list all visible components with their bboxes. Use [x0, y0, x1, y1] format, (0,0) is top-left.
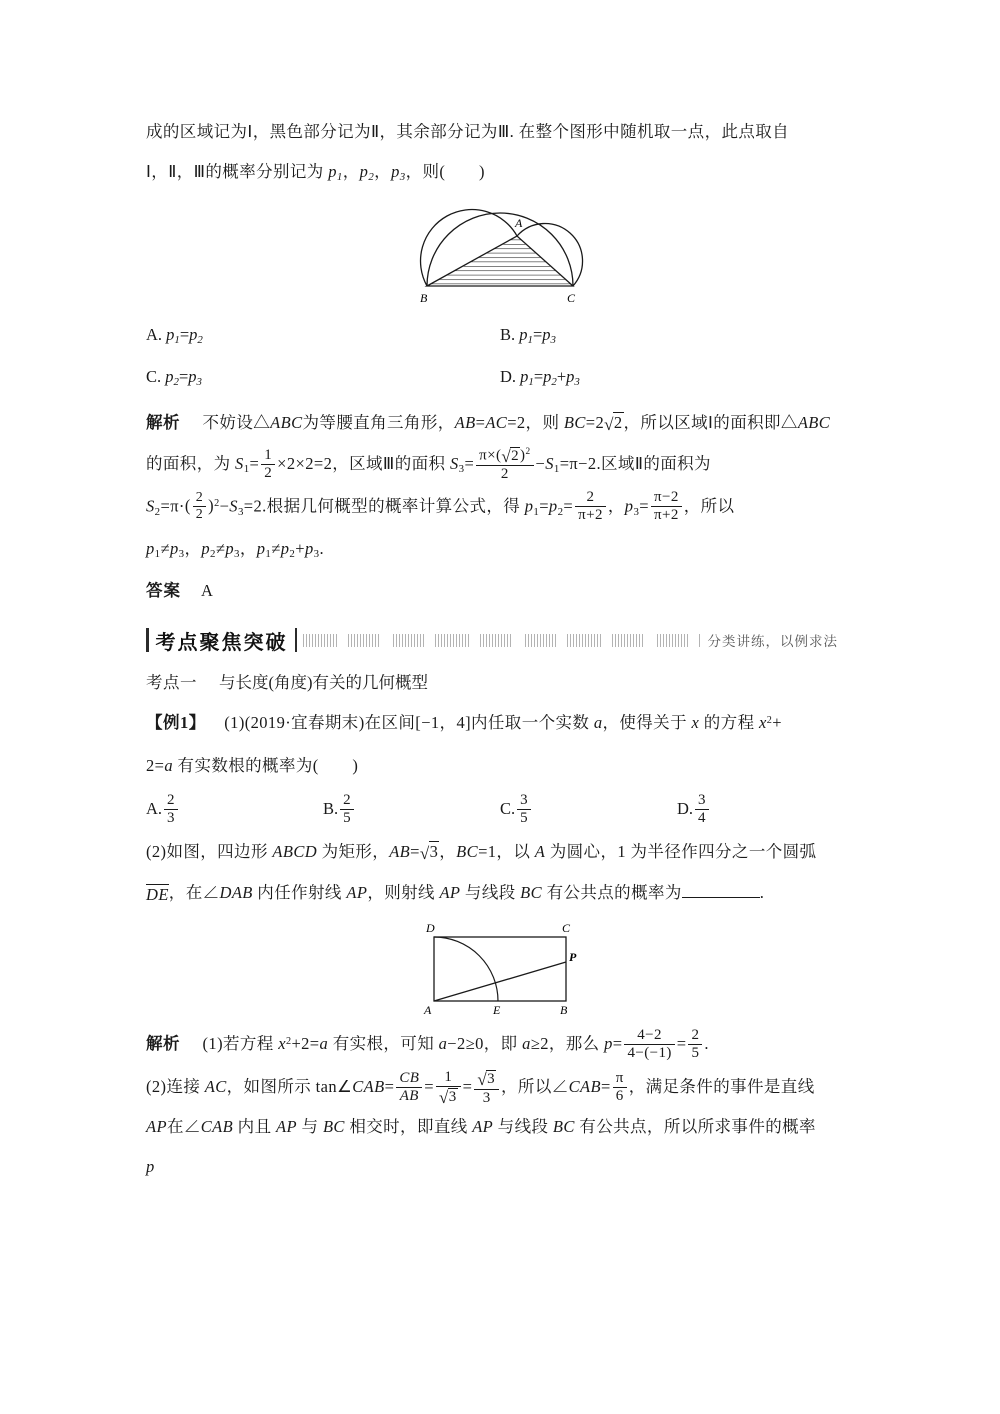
option-d[interactable]: D. $p_1=p_2+p_3$ — [500, 367, 580, 389]
figure-rect-label-e: E — [493, 1003, 501, 1018]
solution-1-label: 解析 — [146, 413, 180, 432]
kaodian-1-title: 与长度(角度)有关的几何概型 — [219, 673, 428, 693]
example-1-option-d[interactable] — [677, 786, 854, 832]
arc-de-notation: DE — [146, 884, 169, 904]
figure-lune-label-b: B — [420, 291, 428, 305]
roman-numeral-1-b: Ⅰ — [146, 162, 152, 181]
roman-numeral-2-b: Ⅱ — [168, 162, 177, 181]
roman-numeral-3-b: Ⅲ — [193, 162, 206, 181]
example-1-line-2: 2=a 有实数根的概率为( ) — [146, 756, 359, 776]
solution-1-line-1: 解析 不妨设△ABC为等腰直角三角形，AB=AC=2，则 BC=2√2，所以区域Ⅰ的面积即△ABC — [146, 413, 831, 435]
example-1-option-d-num: 3 — [698, 792, 706, 809]
kaodian-1-heading — [146, 663, 854, 703]
banner-title: 考点聚焦突破 — [155, 629, 288, 654]
solution-2-line-3: AP在∠CAB 内且 AP 与 BC 相交时，即直线 AP 与线段 BC 有公共点，所以所求事件的概率 — [146, 1117, 816, 1137]
solution-2-line-1: 解析 (1)若方程 $x^2+2=a$ 有实根，可知 a−2≥0，即 a≥2，那么 p= $\frac{4-2}{4-(-1)}$ = $\frac{2}{5}$ . — [146, 1027, 709, 1062]
example-1-option-a-num: 2 — [167, 792, 175, 809]
var-p2: $p_2$ — [359, 162, 375, 184]
example-1-option-c-num: 3 — [520, 792, 528, 809]
solution-2-line-2: (2)连接 AC，如图所示 tan∠CAB= $\frac{CB}{AB}$ = $\frac{1}{√3}$ = $\frac{√3}{3}$ ，所以∠CAB= $\frac{\pi}{6}$ ，满足条件的事件是直线 — [146, 1068, 815, 1107]
option-c-key: C. — [146, 367, 162, 386]
example-1-part2-line-2: DE，在∠DAB 内任作射线 AP，则射线 AP 与线段 BC 有公共点的概率为 . — [146, 883, 765, 904]
roman-numeral-1: Ⅰ — [247, 122, 253, 141]
example-1-option-d-key: D. — [677, 799, 694, 819]
answer-1-value: A — [201, 581, 213, 601]
intro-sep-1: ， — [151, 162, 169, 181]
option-d-key: D. — [500, 367, 517, 386]
example-1-line-1: 【例1】 (1)(2019·宜春期末)在区间[−1，4]内任取一个实数 a，使得关于 x 的方程 $x^2+$ — [146, 713, 782, 733]
solution-1-line-4: $p_1\ne p_3$，$p_2\ne p_3$，$p_1\ne p_2+p_3$. — [146, 539, 324, 561]
intro-text-mid-1: ，黑色部分记为 — [252, 122, 371, 141]
solution-2-line-4 — [146, 1147, 854, 1187]
figure-lune-label-a: A — [515, 216, 523, 230]
figure-rect-label-a: A — [424, 1003, 432, 1018]
figure-lune-svg — [405, 200, 595, 306]
example-1-option-b-num: 2 — [343, 792, 351, 809]
banner-right-bar — [295, 628, 298, 652]
banner-hatch-decoration — [303, 634, 700, 647]
answer-1-label: 答案 — [146, 581, 181, 601]
solution-2-label: 解析 — [146, 1034, 180, 1054]
solution-1-line-3: $S_2=\pi\cdot$( $\frac{2}{2}$ )$^2-S_3=2$.根据几何概型的概率计算公式，得 $p_1=p_2=$ $\frac{2}{\pi+2}$ ，$p_3=$ $\frac{\pi-2}{\pi+2}$ ，所以 — [146, 489, 735, 524]
example-1-option-c-den: 5 — [517, 809, 531, 827]
answer-1-line — [146, 571, 854, 611]
problem-intro-line-2: Ⅰ，Ⅱ，Ⅲ的概率分别记为 $p_1$，$p_2$，$p_3$，则( ) — [146, 162, 485, 184]
example-1-option-d-den: 4 — [695, 809, 709, 827]
figure-lune-label-c: C — [567, 291, 576, 305]
intro-text-end: ，则( ) — [405, 162, 485, 181]
option-a-key: A. — [146, 325, 163, 344]
intro-text-pre: 成的区域记为 — [146, 122, 248, 141]
section-banner — [146, 625, 854, 655]
intro-text-post: . 在整个图形中随机取一点，此点取自 — [509, 122, 790, 141]
page-content — [146, 112, 854, 1187]
example-1-option-c-key: C. — [500, 799, 516, 819]
example-1-label: 【例1】 — [146, 713, 206, 733]
options-row-ab — [146, 315, 854, 357]
example-1-options-row — [146, 786, 854, 832]
option-c[interactable]: C. $p_2=p_3$ — [146, 367, 202, 389]
option-b-key: B. — [500, 325, 516, 344]
example-1-option-a-key: A. — [146, 799, 163, 819]
var-p3: $p_3$ — [391, 162, 406, 184]
figure-rect-label-b: B — [560, 1003, 568, 1018]
kaodian-1-label: 考点一 — [146, 673, 197, 693]
intro-text-mid-3: 的概率分别记为 — [205, 162, 324, 181]
example-1-option-b-den: 5 — [340, 809, 354, 827]
figure-lune-wrapper — [146, 200, 854, 311]
figure-rect-label-d: D — [426, 921, 435, 936]
option-a[interactable]: A. $p_1=p_2$ — [146, 325, 203, 347]
figure-rect-label-c: C — [562, 921, 571, 936]
problem-intro-line-1 — [146, 112, 854, 152]
figure-rect-label-p: P — [569, 950, 577, 965]
figure-rectangle-wrapper — [146, 917, 854, 1022]
roman-numeral-3: Ⅲ — [497, 122, 510, 141]
figure-rectangle-svg — [412, 917, 588, 1017]
solution-1-line-2: 的面积，为 $S_1=$ $\frac{1}{2}$ ×2×2=2，区域Ⅲ的面积 $S_3=$ $\frac{\pi\times(√2)^2}{2}$ $-S_1=\pi-2$.区域Ⅱ的面积为 — [146, 446, 711, 483]
example-1-part2-period: . — [759, 883, 765, 903]
answer-blank[interactable] — [682, 897, 760, 898]
intro-sep-2: ， — [176, 162, 194, 181]
intro-text-mid-2: ，其余部分记为 — [379, 122, 498, 141]
example-1-option-a-den: 3 — [164, 809, 178, 827]
var-p1: $p_1$ — [328, 162, 343, 184]
example-1-option-a[interactable] — [146, 786, 323, 832]
example-1-part2-line-1: (2)如图，四边形 ABCD 为矩形，AB=√3，BC=1，以 A 为圆心，1 为半径作四分之一个圆弧 — [146, 842, 817, 864]
example-1-option-b[interactable] — [323, 786, 500, 832]
option-b[interactable]: B. $p_1=p_3$ — [500, 325, 556, 347]
options-row-cd — [146, 357, 854, 399]
solution-2-trailing-p: p — [146, 1157, 155, 1177]
banner-subtitle: 分类讲练，以例求法 — [707, 634, 838, 651]
roman-numeral-2: Ⅱ — [371, 122, 380, 141]
example-1-option-c[interactable] — [500, 786, 677, 832]
example-1-option-b-key: B. — [323, 799, 339, 819]
